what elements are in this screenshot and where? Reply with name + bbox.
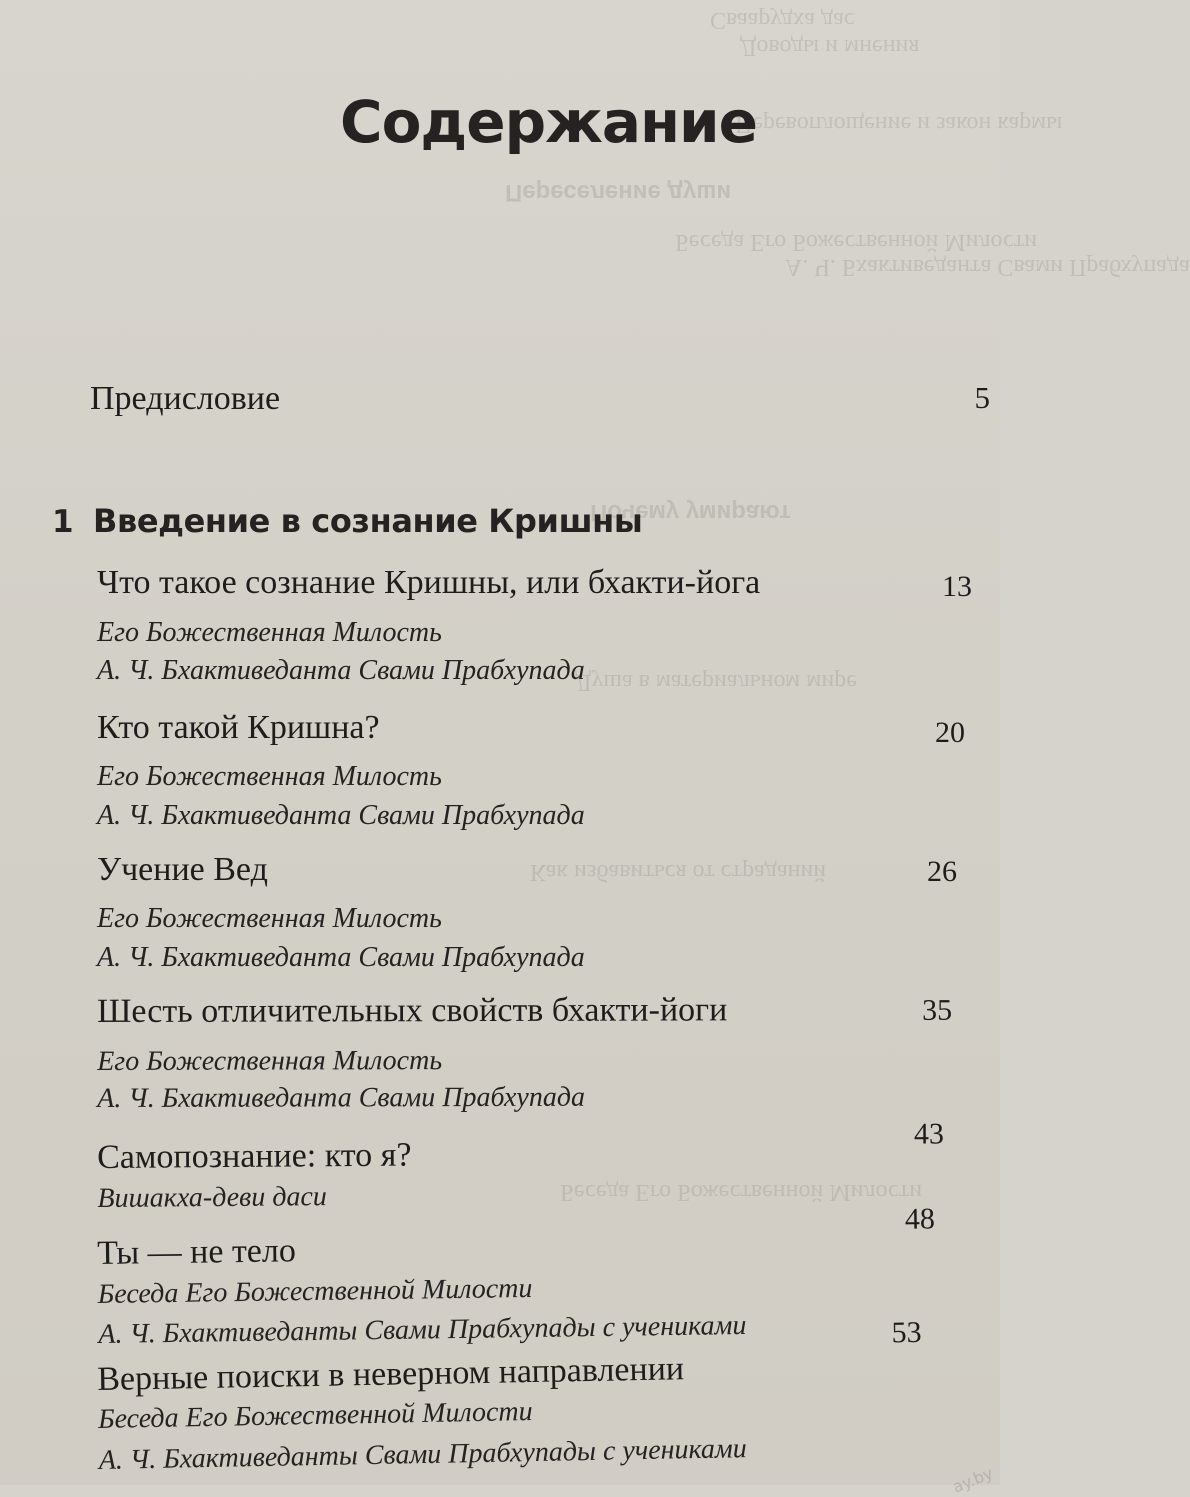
entry-author-line: Его Божественная Милость <box>97 617 442 648</box>
entry-title: Шесть отличительных свойств бхакти-йоги <box>96 991 728 1030</box>
preface-page-number: 5 <box>974 380 990 415</box>
section-heading <box>52 499 982 546</box>
entry-page-number: 53 <box>891 1315 922 1350</box>
entry-author-line: Его Божественная Милость <box>97 1045 443 1077</box>
bleed-through-text: Перевоплощение и закон кармы <box>735 111 1063 137</box>
entry-author-line: Беседа Его Божественной Милости <box>97 1396 533 1435</box>
entry-author-line: А. Ч. Бхактиведанта Свами Прабхупада <box>97 1081 586 1114</box>
entry-author-line: Его Божественная Милость <box>97 903 442 934</box>
page-title: Содержание <box>340 88 758 156</box>
bleed-through-text: Доводы и мнения <box>740 34 920 60</box>
bleed-through-text: Переселение души <box>505 179 732 206</box>
entry-title: Кто такой Кришна? <box>97 709 380 746</box>
bleed-through-text: Душа в материальном мире <box>575 669 857 695</box>
entry-author-line: А. Ч. Бхактиведанты Свами Прабхупады с учениками <box>98 1433 748 1476</box>
bleed-through-text: Как избавиться от страданий <box>530 859 827 885</box>
entry-page-number: 48 <box>904 1202 936 1236</box>
bleed-through-text: Беседа Его Божественной Милости <box>675 229 1038 255</box>
toc-entry <box>96 1315 997 1476</box>
bleed-through-text: Беседа Его Божественной Милости <box>560 1179 923 1205</box>
watermark-text: ay.by <box>950 1463 996 1497</box>
preface-entry <box>90 380 990 422</box>
entry-title: Ты — не тело <box>96 1232 297 1272</box>
entry-title: Верные поиски в неверном направлении <box>96 1350 685 1398</box>
entry-title: Самопознание: кто я? <box>96 1136 412 1176</box>
section-title: Введение в сознание Кришны <box>93 502 643 540</box>
bleed-through-text: А. Ч. Бхактиведанта Свами Прабхупада <box>785 254 1190 280</box>
entry-page-number: 43 <box>913 1117 945 1151</box>
toc-entry <box>96 991 997 1114</box>
entry-author-line: Его Божественная Милость <box>97 761 442 792</box>
entry-page-number: 20 <box>935 716 965 749</box>
entry-author-line: А. Ч. Бхактиведанты Свами Прабхупады с учениками <box>98 1309 747 1350</box>
entry-page-number: 13 <box>942 570 972 603</box>
entry-author-line: Вишакха-деви даси <box>97 1181 327 1214</box>
bleed-through-text: Почему умирают <box>590 499 791 526</box>
entry-title: Учение Вед <box>97 851 268 888</box>
entry-author-line: А. Ч. Бхактиведанта Свами Прабхупада <box>97 942 585 973</box>
bleed-through-text: Сваарудха дас <box>710 7 855 33</box>
entry-author-line: А. Ч. Бхактиведанта Свами Прабхупада <box>97 655 585 686</box>
entry-page-number: 35 <box>921 993 953 1027</box>
entry-author-line: А. Ч. Бхактиведанта Свами Прабхупада <box>97 800 585 831</box>
entry-page-number: 26 <box>927 855 957 888</box>
entry-title: Что такое сознание Кришны, или бхакти-йога <box>97 564 761 601</box>
entry-author-line: Беседа Его Божественной Милости <box>97 1272 533 1310</box>
preface-title: Предисловие <box>90 380 281 417</box>
section-number: 1 <box>52 504 74 540</box>
